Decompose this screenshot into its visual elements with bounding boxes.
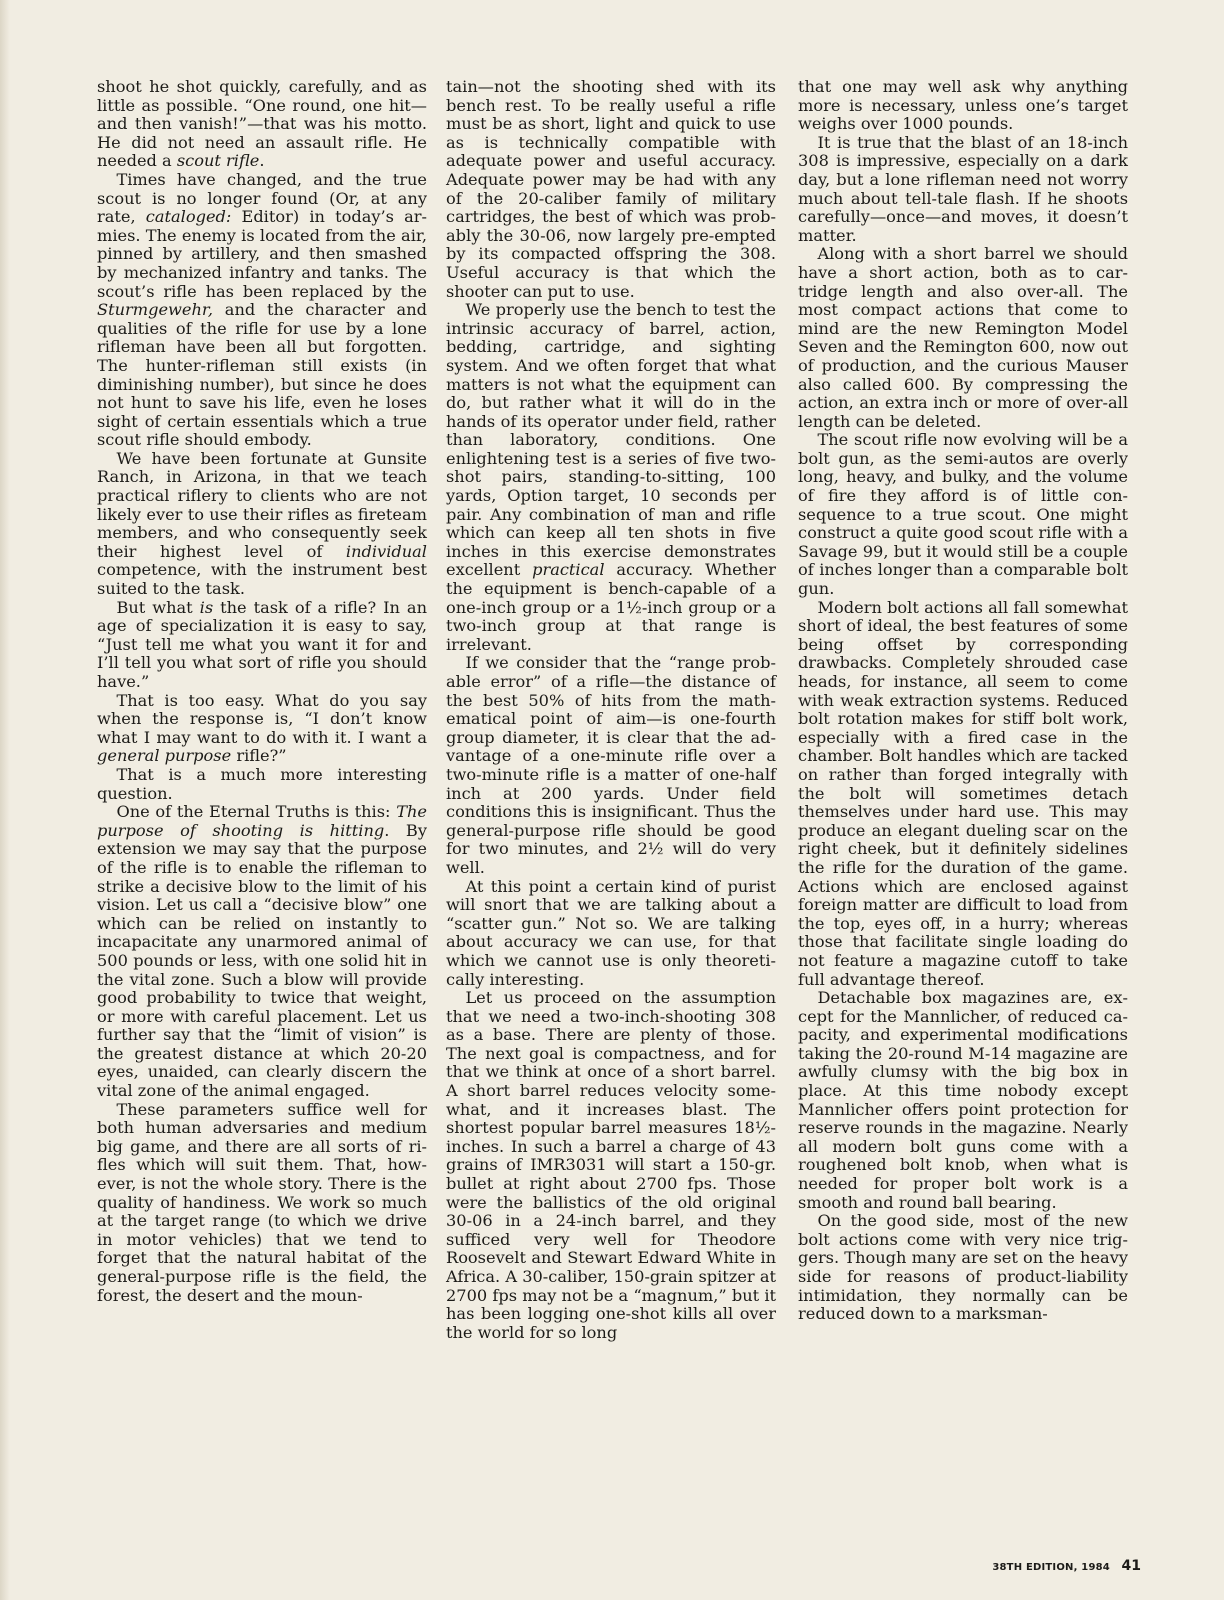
paragraph: that one may well ask why anything more is necessary, unless one’s target weighs over 1000 pounds.	[798, 77, 1128, 134]
paragraph: If we consider that the “range probable error” of a rifle—the distance of the best 50% of hits from the mathematical point of aim—is one-fourth group diameter, it is clear that the advantage of a one-minute rifle over a two-minute rifle is a matter of one-half inch at 200 yards. Under field conditions this is insignificant. Thus the general-purpose rifle should be good for two minutes, and 2½ will do very well.	[446, 653, 776, 877]
paragraph: shoot he shot quickly, carefully, and as little as possible. “One round, one hit—and then vanish!”—that was his motto. He did not need an assault rifle. He needed a scout rifle.	[97, 77, 427, 171]
article-column-3	[798, 78, 1128, 1324]
paragraph: On the good side, most of the new bolt actions come with very nice triggers. Though many are set on the heavy side for reasons of product-liability intimidation, they normally can be reduced down to a marksman-	[798, 1211, 1128, 1324]
paragraph: It is true that the blast of an 18-inch 308 is impressive, especially on a dark day, but a lone rifleman need not worry much about tell-tale flash. If he shoots carefully—once—and moves, it doesn’t matter.	[798, 132, 1128, 245]
page-edge	[0, 0, 10, 1600]
article-column-1	[97, 78, 427, 1305]
paragraph: That is a much more interesting question.	[97, 764, 427, 803]
paragraph: These parameters suffice well for both human adversaries and medium big game, and there are all sorts of rifles which will suit them. That, however, is not the whole story. There is the quality of handiness. We work so much at the target range (to which we drive in motor vehicles) that we tend to forget that the natural habitat of the general-purpose rifle is the field, the forest, the desert and the moun-	[97, 1099, 427, 1305]
edition-label: 38TH EDITION, 1984	[992, 1562, 1110, 1573]
paragraph: That is too easy. What do you say when the response is, “I don’t know what I may want to do with it. I want a general purpose rifle?”	[97, 690, 427, 766]
paragraph: Modern bolt actions all fall somewhat short of ideal, the best features of some being offset by corresponding drawbacks. Completely shrouded case heads, for instance, all seem to come with weak extraction systems. Reduced bolt rotation makes for stiff bolt work, especially with a fired case in the chamber. Bolt handles which are tacked on rather than forged integrally with the bolt will sometimes detach themselves under hard use. This may produce an elegant dueling scar on the right cheek, but it definitely sidelines the rifle for the duration of the game. Actions which are enclosed against foreign matter are difficult to load from the top, eyes off, in a hurry; whereas those that facilitate single loading do not feature a magazine cutoff to take full advantage thereof.	[798, 597, 1128, 989]
paragraph: The scout rifle now evolving will be a bolt gun, as the semi-autos are overly long, heavy, and bulky, and the volume of fire they afford is of little consequence to a true scout. One might construct a quite good scout rifle with a Savage 99, but it would still be a couple of inches longer than a comparable bolt gun.	[798, 430, 1128, 599]
article-column-2	[446, 78, 776, 1342]
paragraph: Let us proceed on the assumption that we need a two-inch-shooting 308 as a base. There are plenty of those. The next goal is compactness, and for that we think at once of a short barrel. A short barrel reduces velocity somewhat, and it increases blast. The shortest popular barrel measures 18½-inches. In such a barrel a charge of 43 grains of IMR3031 will start a 150-gr. bullet at right about 2700 fps. Those were the ballistics of the old original 30-06 in a 24-inch barrel, and they sufficed very well for Theodore Roosevelt and Stewart Edward White in Africa. A 30-caliber, 150-grain spitzer at 2700 fps may not be a “magnum,” but it has been logging one-shot kills all over the world for so long	[446, 988, 776, 1342]
paragraph: At this point a certain kind of purist will snort that we are talking about a “scatter gun.” Not so. We are talking about accuracy we can use, for that which we cannot use is only theoretically interesting.	[446, 876, 776, 989]
paragraph: One of the Eternal Truths is this: The purpose of shooting is hitting. By extension we may say that the purpose of the rifle is to enable the rifleman to strike a decisive blow to the limit of his vision. Let us call a “decisive blow” one which can be relied on instantly to incapacitate any unarmored animal of 500 pounds or less, with one solid hit in the vital zone. Such a blow will provide good probability to twice that weight, or more with careful placement. Let us further say that the “limit of vision” is the greatest distance at which 20-20 eyes, unaided, can clearly discern the vital zone of the animal engaged.	[97, 802, 427, 1101]
paragraph: tain—not the shooting shed with its bench rest. To be really useful a rifle must be as short, light and quick to use as is technically compatible with adequate power and useful accuracy. Adequate power may be had with any of the 20-caliber family of military cartridges, the best of which was probably the 30-06, now largely pre-empted by its compacted offspring the 308. Useful accuracy is that which the shooter can put to use.	[446, 77, 776, 301]
paragraph: Detachable box magazines are, except for the Mannlicher, of reduced capacity, and experimental modifications taking the 20-round M-14 magazine are awfully clumsy with the big box in place. At this time nobody except Mannlicher offers point protection for reserve rounds in the magazine. Nearly all modern bolt guns come with a roughened bolt knob, when what is needed for proper bolt work is a smooth and round ball bearing.	[798, 988, 1128, 1212]
paragraph: Times have changed, and the true scout is no longer found (Or, at any rate, cataloged: Editor) in today’s armies. The enemy is located from the air, pinned by artillery, and then smashed by mechanized infantry and tanks. The scout’s rifle has been replaced by the Sturmgewehr, and the character and qualities of the rifle for use by a lone rifleman have been all but forgotten. The hunter-rifleman still exists (in diminishing number), but since he does not hunt to save his life, even he loses sight of certain essentials which a true scout rifle should embody.	[97, 169, 427, 450]
paragraph: But what is the task of a rifle? In an age of specialization it is easy to say, “Just tell me what you want it for and I’ll tell you what sort of rifle you should have.”	[97, 597, 427, 691]
page-number: 41	[1121, 1558, 1141, 1574]
paragraph: Along with a short barrel we should have a short action, both as to cartridge length and also over-all. The most compact actions that come to mind are the new Remington Model Seven and the Remington 600, now out of production, and the curious Mauser also called 600. By compressing the action, an extra inch or more of over-all length can be deleted.	[798, 244, 1128, 431]
paragraph: We properly use the bench to test the intrinsic accuracy of barrel, action, bedding, cartridge, and sighting system. And we often forget that what matters is not what the equipment can do, but rather what it will do in the hands of its operator under field, rather than laboratory, conditions. One enlightening test is a series of five two-shot pairs, standing-to-sitting, 100 yards, Option target, 10 seconds per pair. Any combination of man and rifle which can keep all ten shots in five inches in this exercise demonstrates excellent practical accuracy. Whether the equipment is bench-capable of a one-inch group or a 1½-inch group or a two-inch group at that range is irrelevant.	[446, 300, 776, 654]
paragraph: We have been fortunate at Gunsite Ranch, in Arizona, in that we teach practical riflery to clients who are not likely ever to use their rifles as fireteam members, and who consequently seek their highest level of individual competence, with the instrument best suited to the task.	[97, 448, 427, 599]
page-footer	[992, 1555, 1141, 1574]
